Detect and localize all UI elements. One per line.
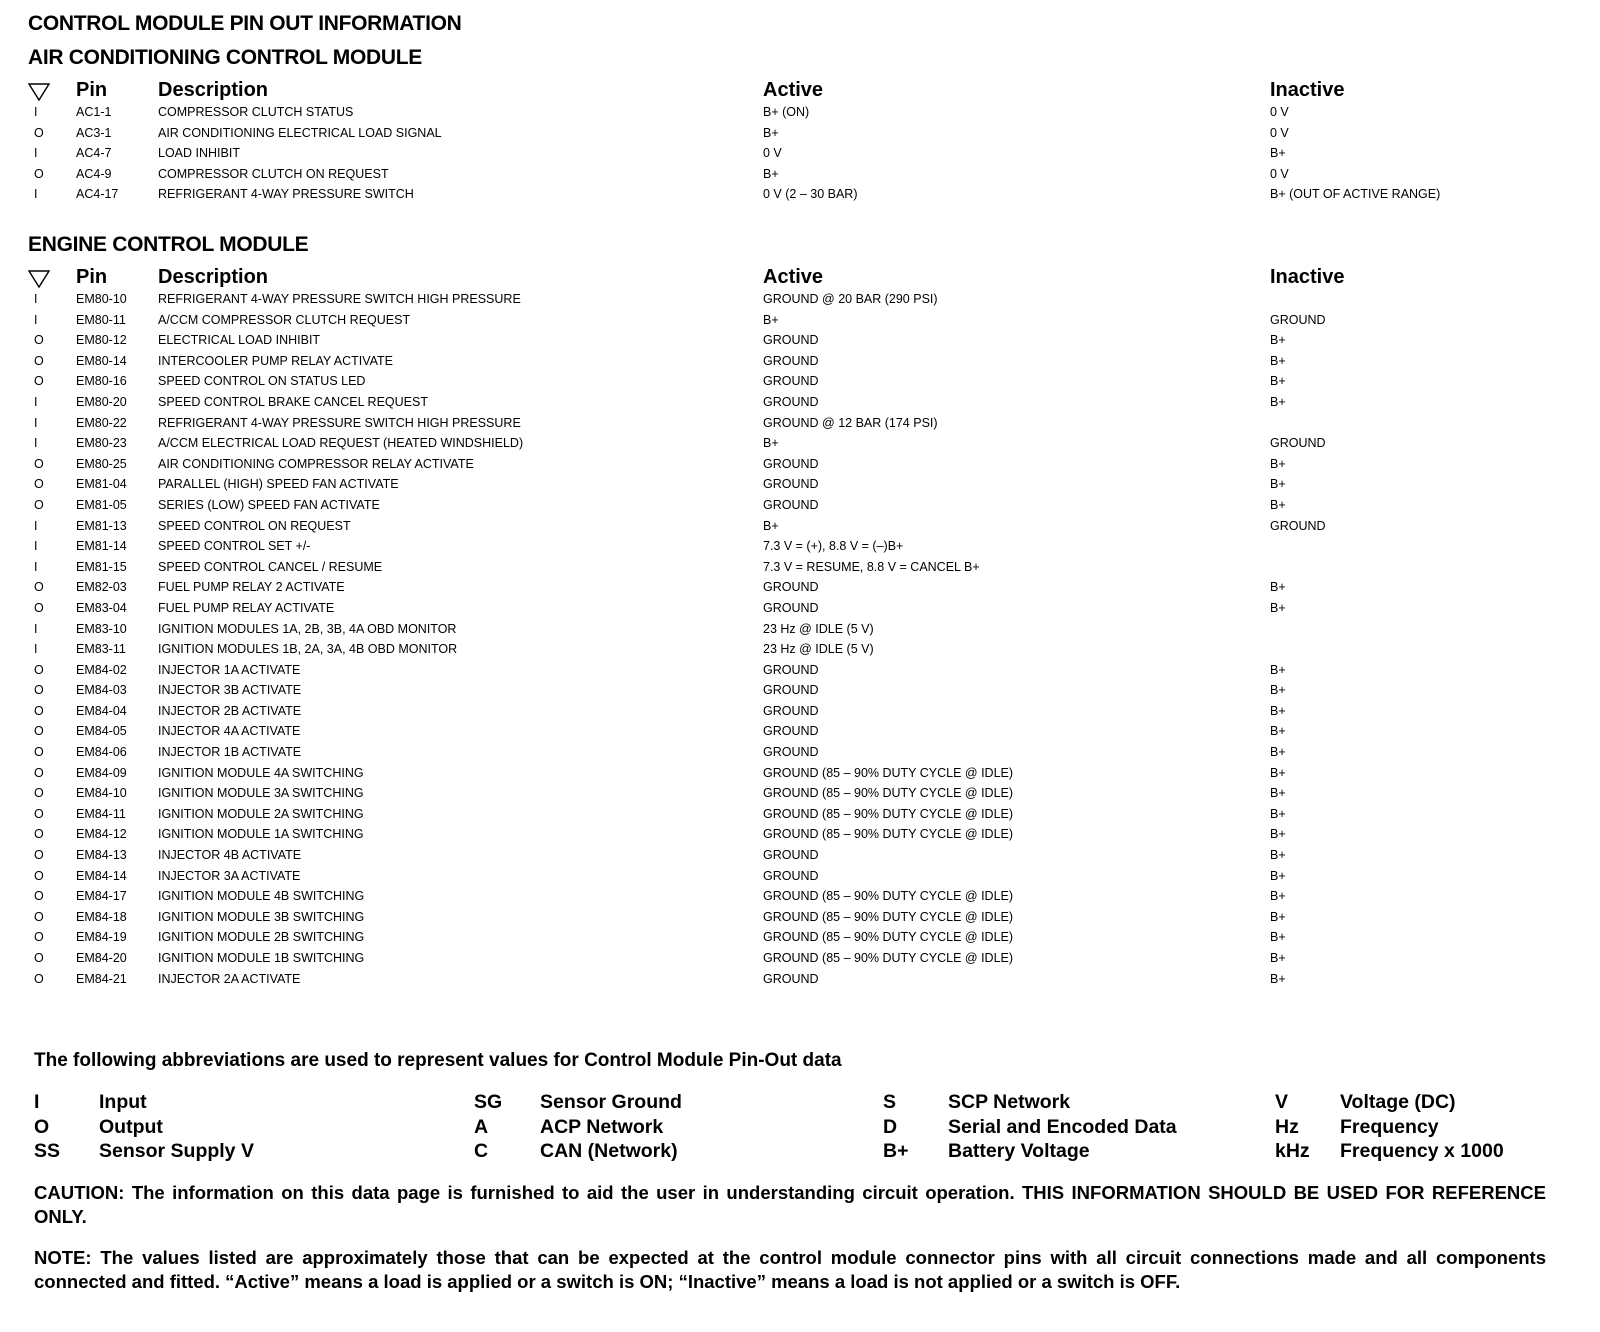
pin-code: EM84-20 (76, 951, 127, 965)
pin-code: EM81-14 (76, 539, 127, 554)
table-header-row (28, 263, 1568, 289)
pin-description: IGNITION MODULE 2B SWITCHING (158, 930, 365, 945)
io-direction: O (34, 889, 44, 904)
io-direction: O (34, 848, 44, 863)
description-header: Description (158, 79, 269, 101)
active-value: B+ (763, 166, 779, 181)
table-row (28, 721, 1568, 742)
io-direction: O (34, 477, 44, 492)
abbr-label: Input (99, 1091, 147, 1113)
abbr-code: C (474, 1140, 489, 1162)
inactive-value: GROUND (1270, 436, 1326, 451)
pin-description: IGNITION MODULE 3A SWITCHING (158, 786, 364, 801)
pin-code: EM84-02 (76, 662, 127, 677)
inactive-value: B+ (1270, 971, 1286, 986)
io-direction: I (34, 621, 38, 636)
active-value: GROUND (763, 497, 819, 512)
pin-description: INJECTOR 4A ACTIVATE (158, 724, 301, 739)
pin-code: EM80-16 (76, 374, 127, 389)
table-row (28, 474, 1568, 495)
table-row (28, 927, 1568, 948)
io-direction: O (34, 951, 44, 965)
active-value: GROUND (763, 868, 819, 883)
table-row (28, 886, 1568, 907)
abbr-label: Battery Voltage (948, 1140, 1090, 1162)
abbr-code: V (1275, 1091, 1289, 1113)
io-direction: I (34, 518, 38, 533)
table-row (28, 454, 1568, 475)
active-value: GROUND @ 20 BAR (290 PSI) (763, 292, 938, 306)
active-value: GROUND (763, 971, 819, 986)
active-value: GROUND (85 – 90% DUTY CYCLE @ IDLE) (763, 930, 1014, 945)
pin-description: INJECTOR 1A ACTIVATE (158, 662, 301, 677)
pin-code: EM84-09 (76, 765, 127, 780)
pin-code: AC1-1 (76, 105, 112, 119)
io-direction: I (34, 539, 38, 554)
pin-code: EM81-15 (76, 559, 127, 574)
pin-description: IGNITION MODULE 1B SWITCHING (158, 951, 365, 965)
pin-code: EM84-21 (76, 971, 127, 986)
table-row (28, 123, 1568, 144)
active-value: B+ (763, 436, 779, 451)
io-direction: O (34, 683, 44, 698)
pin-description: IGNITION MODULE 3B SWITCHING (158, 909, 365, 924)
active-value: 23 Hz @ IDLE (5 V) (763, 621, 874, 636)
pin-code: EM81-04 (76, 477, 127, 492)
inactive-value: GROUND (1270, 518, 1326, 533)
pin-description: A/CCM COMPRESSOR CLUTCH REQUEST (158, 312, 411, 327)
active-value: 0 V (763, 146, 782, 161)
pin-header: Pin (76, 79, 108, 101)
abbr-label: Serial and Encoded Data (948, 1115, 1177, 1138)
active-value: B+ (ON) (763, 105, 810, 119)
active-header: Active (763, 266, 824, 288)
abbr-label: Voltage (DC) (1340, 1091, 1456, 1113)
abbr-label: SCP Network (948, 1091, 1071, 1113)
io-direction: O (34, 497, 44, 512)
inactive-value: B+ (1270, 683, 1286, 698)
abbr-label: Sensor Ground (540, 1091, 682, 1113)
table-row (28, 184, 1568, 205)
pin-description: INJECTOR 1B ACTIVATE (158, 745, 302, 760)
inactive-value: 0 V (1270, 105, 1289, 119)
pin-code: EM80-12 (76, 333, 127, 348)
table-row (28, 701, 1568, 722)
active-value: GROUND (85 – 90% DUTY CYCLE @ IDLE) (763, 786, 1014, 801)
table-row (28, 433, 1568, 454)
io-direction: O (34, 724, 44, 739)
table-row (28, 289, 1568, 310)
io-direction: O (34, 765, 44, 780)
pin-description: INJECTOR 2B ACTIVATE (158, 703, 302, 718)
table-row (28, 907, 1568, 928)
ecm-pin-table (28, 263, 1568, 989)
table-row (28, 824, 1568, 845)
io-direction: O (34, 374, 44, 389)
abbr-label: Output (99, 1115, 163, 1138)
inactive-value: B+ (1270, 477, 1286, 492)
pin-description: SPEED CONTROL ON REQUEST (158, 518, 351, 533)
pin-description: AIR CONDITIONING COMPRESSOR RELAY ACTIVATE (158, 456, 474, 471)
io-direction: I (34, 559, 38, 574)
inactive-value: 0 V (1270, 166, 1289, 181)
active-value: GROUND (85 – 90% DUTY CYCLE @ IDLE) (763, 827, 1014, 842)
io-direction: O (34, 166, 44, 181)
pin-code: EM80-10 (76, 292, 127, 306)
active-value: GROUND (763, 353, 819, 368)
io-direction: I (34, 146, 38, 161)
io-direction: O (34, 786, 44, 801)
abbr-label: ACP Network (540, 1115, 664, 1138)
pin-code: EM84-04 (76, 703, 127, 718)
active-value: 7.3 V = RESUME, 8.8 V = CANCEL B+ (763, 559, 980, 574)
pin-description: A/CCM ELECTRICAL LOAD REQUEST (HEATED WINDSHIELD) (158, 436, 524, 451)
pin-description: LOAD INHIBIT (158, 146, 240, 161)
table-row (28, 330, 1568, 351)
active-value: GROUND (763, 683, 819, 698)
table-row (28, 660, 1568, 681)
inactive-value: B+ (1270, 745, 1286, 760)
abbr-code: SG (474, 1091, 503, 1113)
inactive-value: B+ (1270, 930, 1286, 945)
pin-description: INJECTOR 3B ACTIVATE (158, 683, 302, 698)
io-direction: O (34, 745, 44, 760)
io-direction: O (34, 827, 44, 842)
table-row (28, 495, 1568, 516)
inactive-value: B+ (1270, 333, 1286, 348)
table-row (28, 948, 1568, 969)
table-body (28, 102, 1568, 205)
active-value: GROUND (85 – 90% DUTY CYCLE @ IDLE) (763, 806, 1014, 821)
pin-description: SPEED CONTROL CANCEL / RESUME (158, 559, 383, 574)
inactive-value: B+ (1270, 827, 1286, 842)
section-title-ac: AIR CONDITIONING CONTROL MODULE (28, 46, 422, 69)
table-row (28, 351, 1568, 372)
pin-code: EM84-14 (76, 868, 127, 883)
active-value: GROUND (85 – 90% DUTY CYCLE @ IDLE) (763, 889, 1014, 904)
io-direction-header (28, 76, 76, 102)
pin-code: EM83-04 (76, 600, 127, 615)
pin-code: EM80-22 (76, 415, 127, 430)
abbreviations-grid (34, 1091, 1554, 1165)
section-title-ecm: ENGINE CONTROL MODULE (28, 233, 309, 256)
active-value: GROUND (763, 724, 819, 739)
pin-code: EM80-11 (76, 312, 126, 327)
io-direction: O (34, 930, 44, 945)
abbr-code: SS (34, 1140, 61, 1162)
pin-code: AC4-17 (76, 187, 119, 202)
inactive-value (1270, 536, 1568, 557)
pin-description: SPEED CONTROL BRAKE CANCEL REQUEST (158, 394, 428, 409)
active-value: GROUND (763, 745, 819, 760)
inactive-value: B+ (1270, 786, 1286, 801)
inactive-value: B+ (1270, 580, 1286, 595)
table-row (28, 783, 1568, 804)
table-row (28, 516, 1568, 537)
table-row (28, 143, 1568, 164)
active-value: GROUND (85 – 90% DUTY CYCLE @ IDLE) (763, 909, 1014, 924)
io-direction: O (34, 703, 44, 718)
pin-description: FUEL PUMP RELAY 2 ACTIVATE (158, 580, 345, 595)
table-header-row (28, 76, 1568, 102)
pin-description: IGNITION MODULE 4A SWITCHING (158, 765, 364, 780)
pin-description: INJECTOR 3A ACTIVATE (158, 868, 301, 883)
pin-code: AC4-7 (76, 146, 112, 161)
io-direction: I (34, 312, 38, 327)
abbr-code: O (34, 1115, 50, 1138)
pin-description: ELECTRICAL LOAD INHIBIT (158, 333, 321, 348)
inactive-value: B+ (1270, 889, 1286, 904)
pin-code: EM84-18 (76, 909, 127, 924)
pin-code: EM80-14 (76, 353, 127, 368)
abbr-code: D (883, 1115, 898, 1138)
abbreviation-row (34, 1116, 1554, 1141)
pin-description: PARALLEL (HIGH) SPEED FAN ACTIVATE (158, 477, 399, 492)
io-direction: O (34, 353, 44, 368)
inactive-value: B+ (1270, 806, 1286, 821)
io-direction: I (34, 415, 38, 430)
io-direction: O (34, 456, 44, 471)
inactive-value: B+ (1270, 456, 1286, 471)
active-value: GROUND (763, 580, 819, 595)
page-title: CONTROL MODULE PIN OUT INFORMATION (28, 12, 462, 35)
active-value: GROUND (763, 333, 819, 348)
table-row (28, 392, 1568, 413)
abbr-code: I (34, 1091, 40, 1113)
table-row (28, 164, 1568, 185)
pin-description: IGNITION MODULES 1A, 2B, 3B, 4A OBD MONITOR (158, 621, 457, 636)
inactive-value: GROUND (1270, 312, 1326, 327)
io-direction: I (34, 642, 38, 657)
abbreviations-heading: The following abbreviations are used to represent values for Control Module Pin-Out data (34, 1050, 842, 1071)
description-header: Description (158, 266, 269, 288)
active-value: 23 Hz @ IDLE (5 V) (763, 642, 874, 657)
io-direction: O (34, 909, 44, 924)
inactive-value: B+ (1270, 497, 1286, 512)
active-value: GROUND (763, 848, 819, 863)
pin-code: EM82-03 (76, 580, 127, 595)
io-direction: I (34, 105, 38, 119)
table-row (28, 742, 1568, 763)
active-value: GROUND (763, 374, 819, 389)
table-row (28, 804, 1568, 825)
inactive-value (1270, 289, 1568, 310)
inactive-value: B+ (1270, 765, 1286, 780)
inactive-value: B+ (1270, 951, 1286, 965)
inactive-value (1270, 619, 1568, 640)
table-row (28, 577, 1568, 598)
active-value: GROUND (763, 703, 819, 718)
io-direction: O (34, 580, 44, 595)
table-body (28, 289, 1568, 989)
table-row (28, 680, 1568, 701)
inactive-value (1270, 639, 1568, 660)
pin-description: REFRIGERANT 4-WAY PRESSURE SWITCH HIGH PRESSURE (158, 415, 521, 430)
io-direction: O (34, 333, 44, 348)
io-direction: O (34, 125, 44, 140)
pin-description: REFRIGERANT 4-WAY PRESSURE SWITCH HIGH PRESSURE (158, 292, 521, 306)
abbreviation-row (34, 1140, 1554, 1165)
abbr-code: S (883, 1091, 897, 1113)
active-value: 7.3 V = (+), 8.8 V = (–)B+ (763, 539, 904, 554)
pin-description: INJECTOR 2A ACTIVATE (158, 971, 301, 986)
abbr-label: Frequency (1340, 1115, 1439, 1138)
inactive-value: 0 V (1270, 125, 1289, 140)
abbreviation-row (34, 1091, 1554, 1116)
pin-code: EM84-03 (76, 683, 127, 698)
pin-code: EM84-12 (76, 827, 127, 842)
inactive-header: Inactive (1270, 266, 1345, 288)
table-row (28, 310, 1568, 331)
pin-code: EM84-11 (76, 806, 126, 821)
active-value: B+ (763, 125, 779, 140)
inactive-value: B+ (1270, 848, 1286, 863)
table-row (28, 102, 1568, 123)
pin-code: EM80-23 (76, 436, 127, 451)
pin-code: AC4-9 (76, 166, 112, 181)
inactive-value (1270, 557, 1568, 578)
pin-code: EM83-10 (76, 621, 127, 636)
pin-header: Pin (76, 266, 108, 288)
pin-description: INJECTOR 4B ACTIVATE (158, 848, 302, 863)
pin-description: IGNITION MODULES 1B, 2A, 3A, 4B OBD MONITOR (158, 642, 458, 657)
pin-description: IGNITION MODULE 1A SWITCHING (158, 827, 364, 842)
table-row (28, 845, 1568, 866)
io-direction: I (34, 187, 38, 202)
ac-pin-table (28, 76, 1568, 205)
table-row (28, 536, 1568, 557)
inactive-value: B+ (1270, 353, 1286, 368)
inactive-value: B+ (1270, 374, 1286, 389)
pin-code: AC3-1 (76, 125, 112, 140)
table-row (28, 557, 1568, 578)
pin-description: SPEED CONTROL SET +/- (158, 539, 311, 554)
io-direction: O (34, 971, 44, 986)
pin-description: COMPRESSOR CLUTCH ON REQUEST (158, 166, 389, 181)
inactive-value: B+ (1270, 662, 1286, 677)
active-value: GROUND (763, 600, 819, 615)
io-direction: O (34, 662, 44, 677)
pin-code: EM80-20 (76, 394, 127, 409)
table-row (28, 763, 1568, 784)
pin-description: FUEL PUMP RELAY ACTIVATE (158, 600, 335, 615)
abbr-label: Sensor Supply V (99, 1140, 254, 1162)
active-value: GROUND @ 12 BAR (174 PSI) (763, 415, 938, 430)
inactive-value: B+ (OUT OF ACTIVE RANGE) (1270, 187, 1441, 202)
active-header: Active (763, 79, 824, 101)
inactive-value: B+ (1270, 703, 1286, 718)
abbr-code: kHz (1275, 1140, 1310, 1162)
io-direction: O (34, 868, 44, 883)
table-row (28, 371, 1568, 392)
active-value: GROUND (763, 477, 819, 492)
abbr-label: Frequency x 1000 (1340, 1140, 1504, 1162)
inactive-value: B+ (1270, 600, 1286, 615)
active-value: GROUND (763, 394, 819, 409)
pin-code: EM84-13 (76, 848, 127, 863)
pin-code: EM84-06 (76, 745, 127, 760)
caution-text: CAUTION: The information on this data page is furnished to aid the user in understanding circuit operation. THIS INFORMATION SHOULD BE USED FOR REFERENCE ONLY. (34, 1182, 1546, 1227)
io-direction: I (34, 394, 38, 409)
pin-code: EM80-25 (76, 456, 127, 471)
inactive-value (1270, 413, 1568, 434)
pin-description: COMPRESSOR CLUTCH STATUS (158, 105, 354, 119)
inactive-header: Inactive (1270, 79, 1345, 101)
abbr-label: CAN (Network) (540, 1140, 678, 1162)
pin-code: EM84-17 (76, 889, 127, 904)
io-direction: O (34, 806, 44, 821)
note-text: NOTE: The values listed are approximately those that can be expected at the control module connector pins with all circuit connections made and all components connected and fitted. “Active” means a load is applied or a switch is ON; “Inactive” means a load is not applied or a switch is OFF. (34, 1247, 1546, 1292)
down-triangle-icon (28, 269, 50, 289)
table-row (28, 969, 1568, 990)
active-value: GROUND (85 – 90% DUTY CYCLE @ IDLE) (763, 951, 1014, 965)
abbr-code: B+ (883, 1140, 909, 1162)
table-row (28, 598, 1568, 619)
io-direction: O (34, 600, 44, 615)
pin-code: EM83-11 (76, 642, 126, 657)
pin-description: IGNITION MODULE 4B SWITCHING (158, 889, 365, 904)
pin-description: REFRIGERANT 4-WAY PRESSURE SWITCH (158, 187, 414, 202)
pin-code: EM81-05 (76, 497, 127, 512)
pin-description: IGNITION MODULE 2A SWITCHING (158, 806, 364, 821)
inactive-value: B+ (1270, 868, 1286, 883)
table-row (28, 866, 1568, 887)
inactive-value: B+ (1270, 146, 1286, 161)
pin-description: AIR CONDITIONING ELECTRICAL LOAD SIGNAL (158, 125, 442, 140)
active-value: B+ (763, 312, 779, 327)
table-row (28, 639, 1568, 660)
pin-description: SPEED CONTROL ON STATUS LED (158, 374, 366, 389)
down-triangle-icon (28, 82, 50, 102)
inactive-value: B+ (1270, 394, 1286, 409)
pin-code: EM84-05 (76, 724, 127, 739)
pin-description: SERIES (LOW) SPEED FAN ACTIVATE (158, 497, 380, 512)
io-direction: I (34, 292, 38, 306)
table-row (28, 619, 1568, 640)
table-row (28, 413, 1568, 434)
abbr-code: A (474, 1115, 489, 1138)
io-direction-header (28, 263, 76, 289)
pin-code: EM81-13 (76, 518, 127, 533)
pin-description: INTERCOOLER PUMP RELAY ACTIVATE (158, 353, 394, 368)
inactive-value: B+ (1270, 909, 1286, 924)
abbr-code: Hz (1275, 1115, 1299, 1138)
active-value: B+ (763, 518, 779, 533)
io-direction: I (34, 436, 38, 451)
pin-code: EM84-10 (76, 786, 127, 801)
active-value: 0 V (2 – 30 BAR) (763, 187, 858, 202)
active-value: GROUND (763, 662, 819, 677)
pin-code: EM84-19 (76, 930, 127, 945)
active-value: GROUND (763, 456, 819, 471)
inactive-value: B+ (1270, 724, 1286, 739)
active-value: GROUND (85 – 90% DUTY CYCLE @ IDLE) (763, 765, 1014, 780)
